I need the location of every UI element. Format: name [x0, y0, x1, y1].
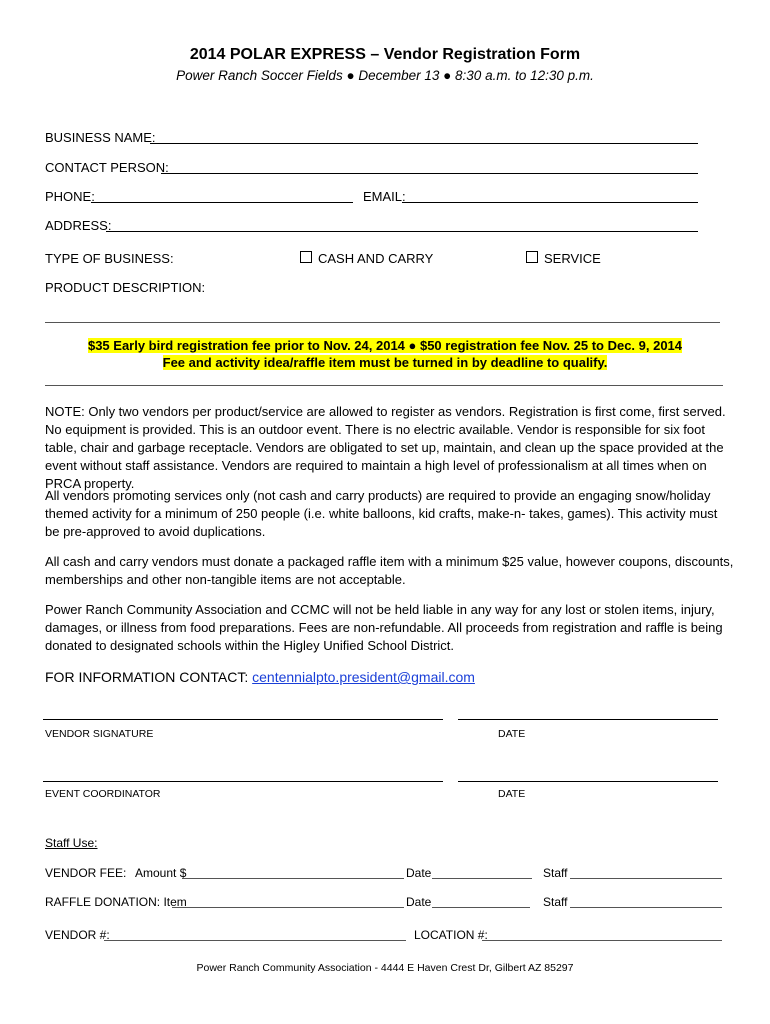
raffle-paragraph: All cash and carry vendors must donate a packaged raffle item with a minimum $25 value, however coupons, discounts, memberships and other non-tangible items are not acceptable.	[45, 554, 734, 587]
vendor-date-label: DATE	[498, 728, 526, 740]
phone-field[interactable]	[91, 202, 353, 203]
liability-paragraph: Power Ranch Community Association and CCMC will not be held liable in any way for any lost or stolen items, injury, damages, or illness from food preparations. Fees are non-refundable. All proceeds from registration and raffle is being donated to designated schools within the Higley Unified School District.	[45, 602, 723, 653]
vendor-signature-field[interactable]	[43, 719, 443, 720]
raffle-date-field[interactable]	[432, 907, 530, 908]
raffle-item-field[interactable]	[172, 907, 404, 908]
product-description-label: PRODUCT DESCRIPTION:	[45, 280, 206, 295]
business-name-field[interactable]	[150, 143, 698, 144]
type-of-business-label: TYPE OF BUSINESS:	[45, 251, 174, 266]
fee-date-field[interactable]	[432, 878, 532, 879]
service-checkbox[interactable]	[526, 251, 538, 263]
coordinator-date-field[interactable]	[458, 781, 718, 782]
cash-and-carry-label: CASH AND CARRY	[318, 251, 434, 266]
fee-notice-line2: Fee and activity idea/raffle item must be turned in by deadline to qualify.	[162, 355, 608, 370]
footer-address: Power Ranch Community Association - 4444 E Haven Crest Dr, Gilbert AZ 85297	[196, 962, 574, 974]
fee-staff-field[interactable]	[570, 878, 722, 879]
product-description-field[interactable]	[45, 322, 720, 323]
amount-field[interactable]	[182, 878, 404, 879]
event-coordinator-field[interactable]	[43, 781, 443, 782]
page-title: 2014 POLAR EXPRESS – Vendor Registration Form	[189, 46, 581, 63]
event-coordinator-label: EVENT COORDINATOR	[45, 788, 161, 800]
location-number-label: LOCATION #:	[414, 928, 488, 942]
contact-email-link[interactable]: centennialpto.president@gmail.com	[252, 669, 475, 685]
vendor-number-label: VENDOR #:	[45, 928, 110, 942]
vendor-signature-label: VENDOR SIGNATURE	[45, 728, 154, 740]
raffle-staff-field[interactable]	[570, 907, 722, 908]
vendor-date-field[interactable]	[458, 719, 718, 720]
divider	[45, 385, 723, 386]
fee-notice-line1: $35 Early bird registration fee prior to Nov. 24, 2014 ● $50 registration fee Nov. 25 to Dec. 9, 2014	[87, 338, 683, 353]
raffle-staff-label: Staff	[543, 895, 568, 909]
contact-person-field[interactable]	[161, 173, 698, 174]
services-paragraph: All vendors promoting services only (not cash and carry products) are required to provide an engaging snow/holiday themed activity for a minimum of 250 people (i.e. white balloons, kid crafts, make-n- takes, games). This activity must be pre-approved to avoid duplications.	[45, 488, 718, 539]
raffle-date-label: Date	[406, 895, 432, 909]
service-label: SERVICE	[544, 251, 601, 266]
fee-date-label: Date	[406, 866, 432, 880]
staff-use-heading: Staff Use:	[45, 836, 98, 850]
contact-person-label: CONTACT PERSON:	[45, 160, 169, 175]
address-field[interactable]	[106, 231, 698, 232]
coordinator-date-label: DATE	[498, 788, 526, 800]
vendor-fee-label: VENDOR FEE:	[45, 866, 127, 880]
raffle-donation-label: RAFFLE DONATION: Item	[45, 895, 187, 909]
cash-and-carry-checkbox[interactable]	[300, 251, 312, 263]
email-label: EMAIL:	[363, 189, 406, 204]
phone-label: PHONE:	[45, 189, 95, 204]
business-name-label: BUSINESS NAME:	[45, 130, 156, 145]
amount-label: Amount $	[135, 866, 187, 880]
event-subtitle: Power Ranch Soccer Fields ● December 13 ● 8:30 a.m. to 12:30 p.m.	[176, 68, 594, 83]
contact-line	[45, 669, 475, 685]
note-paragraph: NOTE: Only two vendors per product/service are allowed to register as vendors. Registration is first come, first served. No equipment is provided. This is an outdoor event. There is no electric available. Vendor is responsible for six foot table, chair and garbage receptacle. Vendors are obligated to set up, maintain, and clean up the space provided at the event without staff assistance. Vendors are required to maintain a high level of professionalism at all times when on PRCA property.	[45, 404, 726, 491]
fee-staff-label: Staff	[543, 866, 568, 880]
contact-label: FOR INFORMATION CONTACT:	[45, 669, 249, 685]
vendor-number-field[interactable]	[104, 940, 406, 941]
email-field[interactable]	[402, 202, 698, 203]
location-number-field[interactable]	[482, 940, 722, 941]
address-label: ADDRESS:	[45, 218, 112, 233]
